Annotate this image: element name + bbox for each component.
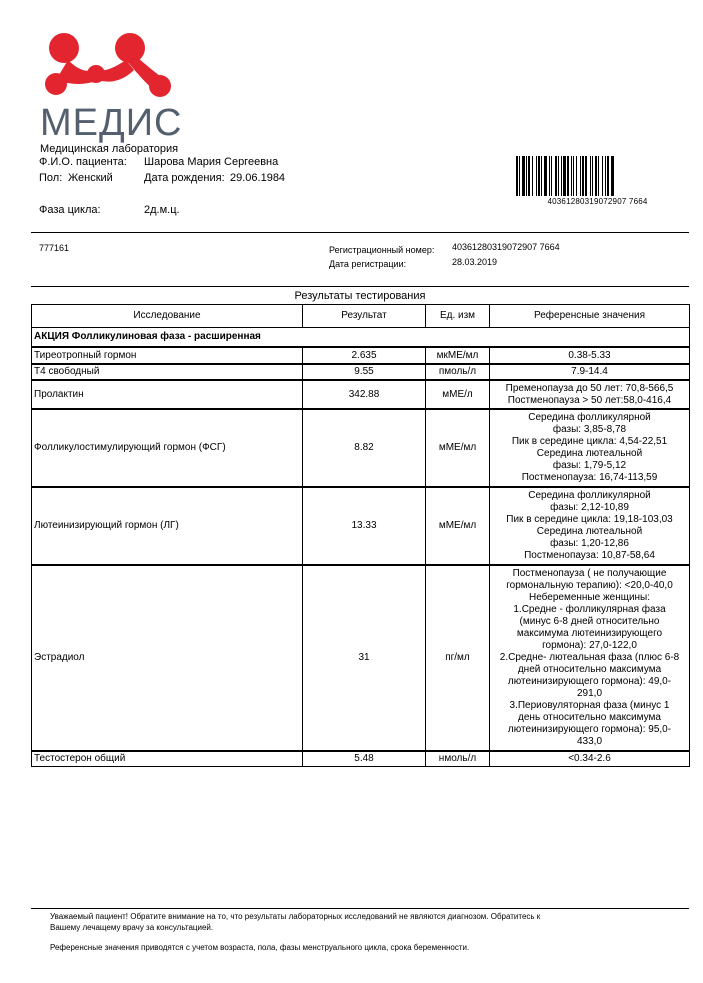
reference-line: Середина лютеальной xyxy=(536,526,643,537)
row-unit: пг/мл xyxy=(426,565,490,751)
reference-line: Пременопауза до 50 лет: 70,8-566,5 xyxy=(505,382,674,394)
barcode-bar xyxy=(605,156,606,196)
barcode-bar xyxy=(590,156,591,196)
table-group-row xyxy=(32,328,690,348)
barcode-bar xyxy=(585,156,587,196)
reference-line: Небеременные женщины: xyxy=(528,592,651,603)
barcode-bar xyxy=(598,156,599,196)
reference-line: Середина лютеальной xyxy=(536,448,643,459)
registration-code: 777161 xyxy=(39,243,70,253)
barcode-bar xyxy=(516,156,518,196)
divider-results xyxy=(31,286,689,287)
logo-subtitle: Медицинская лаборатория xyxy=(40,143,179,155)
barcode-bar xyxy=(563,156,566,196)
reference-line: Середина фолликулярной xyxy=(528,412,651,423)
reference-line: 433,0 xyxy=(576,736,603,747)
row-unit: нмоль/л xyxy=(426,751,490,767)
reg-date-label: Дата регистрации: xyxy=(329,259,407,269)
reference-line: 1.Средне - фолликулярная фаза xyxy=(513,604,666,615)
barcode xyxy=(515,156,680,210)
header-result: Результат xyxy=(303,305,426,328)
barcode-bar xyxy=(536,156,537,196)
reg-number-label: Регистрационный номер: xyxy=(329,245,435,255)
barcode-bar xyxy=(595,156,597,196)
reference-line: Середина фолликулярной xyxy=(528,490,651,501)
row-result: 31 xyxy=(303,565,426,751)
barcode-bar xyxy=(602,156,603,196)
barcode-bar xyxy=(582,156,584,196)
phase-label: Фаза цикла: xyxy=(39,204,101,216)
dob-value: 29.06.1984 xyxy=(230,172,286,184)
reg-date-value: 28.03.2019 xyxy=(452,257,498,267)
barcode-bar xyxy=(611,156,614,196)
phase-value: 2д.м.ц. xyxy=(144,204,180,216)
group-title: АКЦИЯ Фолликулиновая фаза - расширенная xyxy=(32,328,690,348)
reference-line: Постменопауза ( не получающие xyxy=(512,568,667,579)
row-name: Т4 свободный xyxy=(32,364,303,380)
reference-line: Пик в середине цикла: 4,54-22,51 xyxy=(511,436,668,447)
reference-line: лютеинизирующего гормона): 49,0- xyxy=(507,676,672,687)
logo-name: МЕДИС xyxy=(40,102,183,144)
row-reference xyxy=(490,487,690,565)
barcode-bar xyxy=(526,156,527,196)
table-row xyxy=(32,487,690,565)
reference-line: (минус 6-8 дней относительно xyxy=(519,616,660,627)
reference-line: день относительно максимума xyxy=(518,712,661,723)
reference-line: фазы: 1,79-5,12 xyxy=(552,460,627,471)
header-unit: Ед. изм xyxy=(426,305,490,328)
barcode-bar xyxy=(561,156,562,196)
barcode-bar xyxy=(580,156,581,196)
table-row xyxy=(32,364,690,380)
row-reference xyxy=(490,751,690,767)
row-unit: мМЕ/л xyxy=(426,380,490,409)
reference-line: лютеинизирующего гормона): 95,0- xyxy=(507,724,672,735)
barcode-bar xyxy=(532,156,533,196)
row-result: 8.82 xyxy=(303,409,426,487)
barcode-bar xyxy=(592,156,593,196)
table-row xyxy=(32,751,690,767)
barcode-bar xyxy=(558,156,559,196)
barcode-bar xyxy=(551,156,552,196)
fio-value: Шарова Мария Сергеевна xyxy=(144,156,279,168)
barcode-bar xyxy=(519,156,520,196)
barcode-bar xyxy=(573,156,574,196)
row-reference xyxy=(490,364,690,380)
header-study: Исследование xyxy=(32,305,303,328)
reference-line: Постменопауза: 16,74-113,59 xyxy=(521,472,658,483)
barcode-bar xyxy=(528,156,530,196)
table-row xyxy=(32,380,690,409)
results-title: Результаты тестирования xyxy=(294,290,426,302)
reference-line: фазы: 1,20-12,86 xyxy=(550,538,629,549)
reference-line: 7.9-14.4 xyxy=(571,366,608,377)
barcode-bar xyxy=(576,156,577,196)
reference-line: гормональную терапию): <20,0-40,0 xyxy=(506,580,673,591)
results-table xyxy=(31,304,690,767)
row-result: 9.55 xyxy=(303,364,426,380)
reference-line: фазы: 2,12-10,89 xyxy=(550,502,629,513)
row-name: Эстрадиол xyxy=(32,565,303,751)
row-unit: мМЕ/мл xyxy=(426,487,490,565)
barcode-bar xyxy=(607,156,609,196)
barcode-bar xyxy=(538,156,540,196)
row-unit: пмоль/л xyxy=(426,364,490,380)
footer-notice-line-2: Вашему лечащему врачу за консультацией. xyxy=(50,923,214,932)
row-result: 2.635 xyxy=(303,347,426,364)
reference-line: 3.Периовуляторная фаза (минус 1 xyxy=(509,700,670,711)
reference-line: <0.34-2.6 xyxy=(568,753,611,764)
reg-number-value: 40361280319072907 7664 xyxy=(452,242,560,252)
reference-line: 0.38-5.33 xyxy=(568,349,611,361)
barcode-bar xyxy=(549,156,550,196)
row-name: Тестостерон общий xyxy=(32,751,303,767)
reference-line: Пик в середине цикла: 19,18-103,03 xyxy=(506,514,673,525)
barcode-bar xyxy=(555,156,557,196)
reference-line: гормона): 27,0-122,0 xyxy=(542,640,637,651)
row-name: Лютеинизирующий гормон (ЛГ) xyxy=(32,487,303,565)
barcode-bar xyxy=(567,156,569,196)
table-row xyxy=(32,347,690,364)
reference-line: фазы: 3,85-8,78 xyxy=(552,424,627,435)
row-reference xyxy=(490,565,690,751)
row-result: 342.88 xyxy=(303,380,426,409)
row-unit: мкМЕ/мл xyxy=(426,347,490,364)
row-reference xyxy=(490,347,690,364)
barcode-bar xyxy=(544,156,547,196)
footer-notice-line-1: Уважаемый пациент! Обратите внимание на то, что результаты лабораторных исследований не являются диагнозом. Обратитесь к xyxy=(50,912,541,921)
table-row xyxy=(32,565,690,751)
header-reference: Референсные значения xyxy=(490,305,690,328)
row-unit: мМЕ/мл xyxy=(426,409,490,487)
barcode-bar xyxy=(522,156,525,196)
row-reference xyxy=(490,380,690,409)
table-row xyxy=(32,409,690,487)
row-name: Тиреотропный гормон xyxy=(32,347,303,364)
row-reference xyxy=(490,409,690,487)
reference-line: Постменопауза: 10,87-58,64 xyxy=(524,550,655,561)
barcode-icon xyxy=(515,156,680,196)
table-header-row xyxy=(32,305,690,328)
row-result: 5.48 xyxy=(303,751,426,767)
reference-line: дней относительно максимума xyxy=(517,664,662,675)
dob-label: Дата рождения: xyxy=(144,172,225,184)
barcode-number: 40361280319072907 7664 xyxy=(547,197,648,206)
divider-top xyxy=(31,232,689,233)
reference-line: максимума лютеинизирующего xyxy=(516,628,663,639)
fio-label: Ф.И.О. пациента: xyxy=(39,156,127,168)
sex-value: Женский xyxy=(68,172,113,184)
divider-footer xyxy=(31,908,689,909)
molecule-logo-icon xyxy=(38,30,188,110)
sex-label: Пол: xyxy=(39,172,63,184)
footer-notice-line-3: Референсные значения приводятся с учетом возраста, пола, фазы менструального цикла, срока беременности. xyxy=(50,943,470,952)
row-result: 13.33 xyxy=(303,487,426,565)
row-name: Пролактин xyxy=(32,380,303,409)
reference-line: 2.Средне- лютеальная фаза (плюс 6-8 xyxy=(499,652,680,663)
barcode-bar xyxy=(541,156,542,196)
row-name: Фолликулостимулирующий гормон (ФСГ) xyxy=(32,409,303,487)
barcode-bar xyxy=(571,156,572,196)
reference-line: Постменопауза > 50 лет:58,0-416,4 xyxy=(507,394,672,406)
logo xyxy=(38,30,188,155)
reference-line: 291,0 xyxy=(576,688,603,699)
